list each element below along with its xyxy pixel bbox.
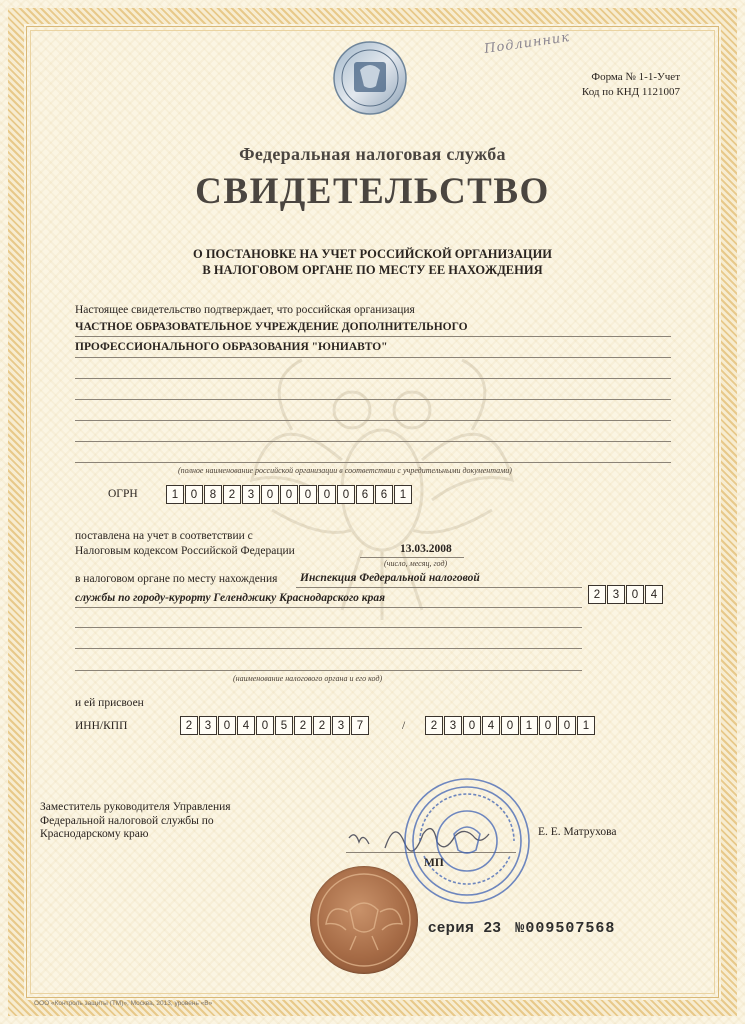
kpp-digit: 1 [577, 716, 595, 735]
ogrn-digit: 2 [223, 485, 241, 504]
inn-digit: 2 [294, 716, 312, 735]
inn-digit: 3 [332, 716, 350, 735]
authority-code-digit: 3 [607, 585, 625, 604]
authority-code-digit: 0 [626, 585, 644, 604]
kpp-digit: 2 [425, 716, 443, 735]
ogrn-digit: 8 [204, 485, 222, 504]
inn-digit: 4 [237, 716, 255, 735]
form-number-block [562, 70, 680, 100]
inn-kpp-label: ИНН/КПП [75, 720, 128, 732]
kpp-digit: 1 [520, 716, 538, 735]
ogrn-label: ОГРН [108, 488, 138, 500]
ogrn-digit: 0 [337, 485, 355, 504]
signer-position-line-2: Федеральной налоговой службы по [40, 814, 214, 827]
ogrn-digit: 3 [242, 485, 260, 504]
kpp-digit: 0 [463, 716, 481, 735]
embossed-seal [310, 866, 418, 974]
subtitle-line-1: О ПОСТАНОВКЕ НА УЧЕТ РОССИЙСКОЙ ОРГАНИЗАЦИИ [192, 247, 553, 261]
ogrn-digit: 0 [261, 485, 279, 504]
authority-code-digit: 4 [645, 585, 663, 604]
org-underline-7 [75, 462, 671, 463]
org-underline-6 [75, 441, 671, 442]
authority-caption: (наименование налогового органа и его код) [233, 674, 383, 683]
document-title: СВИДЕТЕЛЬСТВО [195, 171, 550, 212]
ogrn-digit: 6 [375, 485, 393, 504]
inn-digit: 5 [275, 716, 293, 735]
inn-digit: 7 [351, 716, 369, 735]
org-underline-3 [75, 378, 671, 379]
authority-code-cells [588, 585, 664, 604]
ogrn-digit: 0 [318, 485, 336, 504]
inn-kpp-separator: / [402, 720, 406, 732]
authority-underline-5 [75, 670, 582, 671]
signer-position [40, 801, 231, 842]
signer-name: Е. Е. Матрухова [538, 826, 617, 838]
authority-underline-3 [75, 627, 582, 628]
org-underline-1 [75, 336, 671, 337]
kpp-cells [425, 716, 596, 735]
date-underline [360, 557, 464, 558]
authority-code-digit: 2 [588, 585, 606, 604]
authority-underline-1 [296, 587, 582, 588]
inn-cells [180, 716, 370, 735]
ogrn-cells [166, 485, 413, 504]
printer-footer: ООО «Контроль защиты (ТМ)», Москва, 2013, уровень «В» [34, 1000, 213, 1007]
org-underline-4 [75, 399, 671, 400]
agency-name: Федеральная налоговая служба [239, 144, 506, 164]
signer-position-line-1: Заместитель руководителя Управления [40, 801, 231, 813]
date-caption: (число, месяц, год) [384, 559, 448, 568]
kpp-digit: 4 [482, 716, 500, 735]
inn-digit: 2 [313, 716, 331, 735]
assigned-text: и ей присвоен [75, 697, 144, 709]
kpp-digit: 3 [444, 716, 462, 735]
authority-underline-4 [75, 648, 582, 649]
intro-text: Настоящее свидетельство подтверждает, что российская организация [75, 304, 415, 316]
kpp-digit: 0 [539, 716, 557, 735]
signer-position-line-3: Краснодарскому краю [40, 828, 149, 840]
kpp-digit: 0 [501, 716, 519, 735]
org-underline-5 [75, 420, 671, 421]
eagle-seal-icon [310, 866, 418, 974]
ogrn-digit: 6 [356, 485, 374, 504]
form-code: Код по КНД 1121007 [581, 86, 680, 98]
serial-label: серия [428, 919, 475, 936]
form-number: Форма № 1-1-Учет [591, 71, 680, 83]
registered-text-1: поставлена на учет в соответствии с [75, 530, 253, 542]
serial-number [428, 919, 615, 937]
org-caption: (полное наименование российской организации в соответствии с учредительными документами) [178, 466, 512, 475]
hologram-emblem-icon [330, 40, 410, 116]
authority-name-1: Инспекция Федеральной налоговой [300, 572, 480, 584]
inn-digit: 0 [256, 716, 274, 735]
seal-place-mark: МП [424, 857, 444, 869]
authority-label: в налоговом органе по месту нахождения [75, 573, 278, 585]
inn-digit: 3 [199, 716, 217, 735]
ogrn-digit: 0 [280, 485, 298, 504]
ogrn-digit: 0 [185, 485, 203, 504]
tax-office-stamp-icon [402, 776, 532, 906]
serial-series: 23 [483, 919, 502, 936]
registration-date: 13.03.2008 [400, 543, 452, 555]
kpp-digit: 0 [558, 716, 576, 735]
authority-name-2: службы по городу-курорту Геленджику Краснодарского края [75, 592, 386, 604]
org-underline-2 [75, 357, 671, 358]
ogrn-digit: 1 [394, 485, 412, 504]
handwritten-note: Подлинник [483, 30, 571, 57]
authority-underline-2 [75, 607, 582, 608]
org-name-line-1: ЧАСТНОЕ ОБРАЗОВАТЕЛЬНОЕ УЧРЕЖДЕНИЕ ДОПОЛНИТЕЛЬНОГО [75, 321, 468, 333]
serial-num: №009507568 [515, 920, 616, 937]
registered-text-2: Налоговым кодексом Российской Федерации [75, 545, 295, 557]
org-name-line-2: ПРОФЕССИОНАЛЬНОГО ОБРАЗОВАНИЯ "ЮНИАВТО" [75, 341, 388, 353]
document-subtitle [0, 246, 745, 278]
ogrn-digit: 1 [166, 485, 184, 504]
subtitle-line-2: В НАЛОГОВОМ ОРГАНЕ ПО МЕСТУ ЕЕ НАХОЖДЕНИЯ [202, 263, 543, 277]
inn-digit: 0 [218, 716, 236, 735]
ogrn-digit: 0 [299, 485, 317, 504]
inn-digit: 2 [180, 716, 198, 735]
